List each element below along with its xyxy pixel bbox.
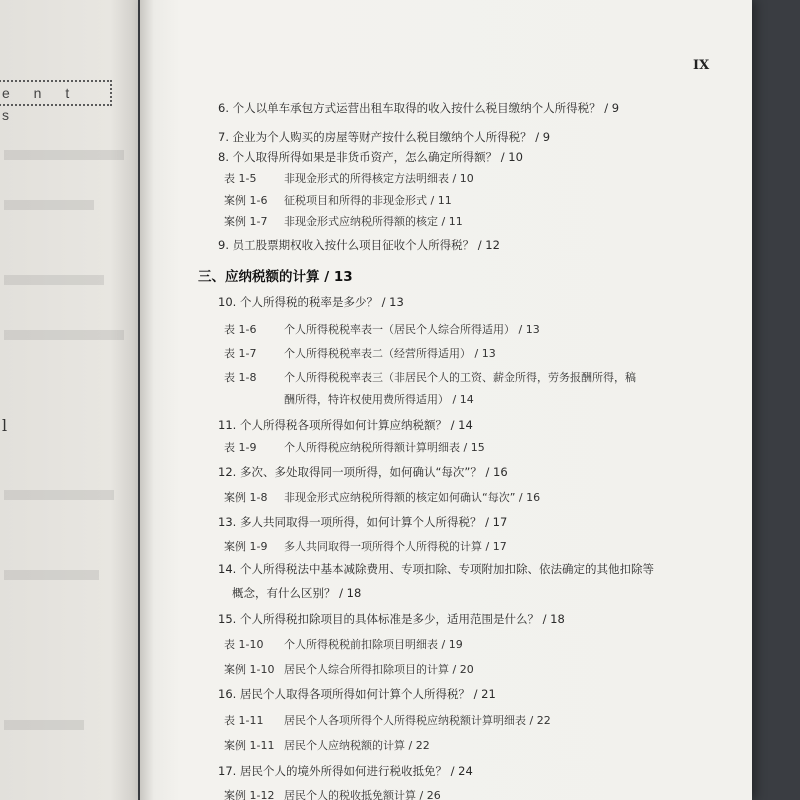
toc-question-entry (218, 514, 507, 530)
toc-question-entry (218, 686, 496, 702)
toc-entry-text: 征税项目和所得的非现金形式 / 11 (284, 194, 452, 207)
toc-entry-text: 非现金形式应纳税所得额的核定如何确认“每次” / 16 (284, 491, 541, 504)
toc-sub-entry (224, 321, 540, 337)
toc-entry-text: 8. 个人取得所得如果是非货币资产，怎么确定所得额？ / 10 (218, 150, 523, 164)
toc-entry-text: 15. 个人所得税扣除项目的具体标准是多少，适用范围是什么？ / 18 (218, 612, 565, 626)
toc-entry-text: 居民个人应纳税额的计算 / 22 (284, 739, 430, 752)
toc-entry-tag: 案例 1-11 (224, 739, 275, 752)
toc-sub-entry (224, 170, 474, 186)
toc-sub-entry (224, 787, 441, 800)
toc-sub-entry (224, 192, 452, 208)
toc-entry-tag: 表 1-7 (224, 347, 257, 360)
toc-sub-entry (224, 213, 463, 229)
toc-entry-text: 三、应纳税额的计算 / 13 (198, 269, 353, 285)
toc-entry-text: 11. 个人所得税各项所得如何计算应纳税额？ / 14 (218, 418, 473, 432)
toc-question-entry (218, 763, 473, 779)
toc-page (140, 0, 752, 800)
show-through-text (4, 200, 94, 210)
toc-list (140, 0, 752, 800)
toc-entry-text: 16. 居民个人取得各项所得如何计算个人所得税？ / 21 (218, 687, 496, 701)
toc-entry-text: 多人共同取得一项所得个人所得税的计算 / 17 (284, 540, 507, 553)
toc-entry-tag: 案例 1-9 (224, 540, 268, 553)
show-through-text (4, 275, 104, 285)
toc-entry-text: 概念，有什么区别？ / 18 (232, 586, 362, 600)
toc-entry-tag: 案例 1-7 (224, 215, 268, 228)
toc-entry-text: 个人所得税税前扣除项目明细表 / 19 (284, 638, 463, 651)
toc-entry-tag: 表 1-11 (224, 714, 264, 727)
toc-sub-entry (284, 391, 474, 407)
toc-entry-text: 非现金形式应纳税所得额的核定 / 11 (284, 215, 463, 228)
toc-entry-text: 个人所得税应纳税所得额计算明细表 / 15 (284, 441, 485, 454)
left-page (0, 0, 138, 800)
toc-entry-tag: 案例 1-6 (224, 194, 268, 207)
toc-sub-entry (224, 712, 551, 728)
toc-question-entry (218, 464, 508, 480)
toc-section-heading (198, 265, 353, 285)
toc-question-entry (218, 417, 473, 433)
toc-entry-tag: 案例 1-8 (224, 491, 268, 504)
toc-entry-text: 9. 员工股票期权收入按什么项目征收个人所得税？ / 12 (218, 238, 500, 252)
toc-sub-entry (224, 345, 496, 361)
toc-entry-text: 13. 多人共同取得一项所得，如何计算个人所得税？ / 17 (218, 515, 508, 529)
toc-question-entry (218, 149, 523, 165)
toc-sub-entry (224, 439, 485, 455)
show-through-text (4, 150, 124, 160)
page-number: IX (693, 58, 710, 73)
left-page-char: l (2, 416, 8, 435)
toc-entry-text: 个人所得税税率表三（非居民个人的工资、薪金所得，劳务报酬所得，稿 (284, 371, 636, 384)
toc-sub-entry (224, 489, 540, 505)
toc-entry-tag: 表 1-5 (224, 172, 257, 185)
toc-question-entry (218, 237, 500, 253)
contents-label-fragment: e n t s (0, 80, 112, 106)
toc-question-entry (232, 585, 361, 601)
toc-entry-tag: 表 1-8 (224, 371, 257, 384)
toc-sub-entry (224, 661, 474, 677)
toc-entry-tag: 案例 1-10 (224, 663, 275, 676)
toc-entry-text: 14. 个人所得税法中基本减除费用、专项扣除、专项附加扣除、依法确定的其他扣除等 (218, 562, 654, 576)
toc-sub-entry (224, 538, 507, 554)
toc-entry-tag: 表 1-6 (224, 323, 257, 336)
toc-entry-text: 6. 个人以单车承包方式运营出租车取得的收入按什么税目缴纳个人所得税？ / 9 (218, 101, 620, 115)
toc-sub-entry (224, 636, 463, 652)
toc-entry-text: 17. 居民个人的境外所得如何进行税收抵免？ / 24 (218, 764, 473, 778)
toc-entry-text: 12. 多次、多处取得同一项所得，如何确认“每次”？ / 16 (218, 465, 508, 479)
toc-entry-tag: 表 1-10 (224, 638, 264, 651)
toc-entry-text: 非现金形式的所得核定方法明细表 / 10 (284, 172, 474, 185)
toc-entry-text: 7. 企业为个人购买的房屋等财产按什么税目缴纳个人所得税？ / 9 (218, 130, 551, 144)
toc-question-entry (218, 129, 550, 145)
toc-entry-text: 居民个人综合所得扣除项目的计算 / 20 (284, 663, 474, 676)
toc-entry-text: 个人所得税税率表一（居民个人综合所得适用） / 13 (284, 323, 540, 336)
toc-sub-entry (224, 737, 430, 753)
toc-sub-entry (224, 369, 636, 385)
toc-entry-tag: 案例 1-12 (224, 789, 275, 800)
show-through-text (4, 330, 124, 340)
show-through-text (4, 720, 84, 730)
toc-entry-tag: 表 1-9 (224, 441, 257, 454)
toc-entry-text: 酬所得，特许权使用费所得适用） / 14 (284, 393, 474, 406)
toc-question-entry (218, 561, 654, 577)
toc-entry-text: 10. 个人所得税的税率是多少？ / 13 (218, 295, 404, 309)
show-through-text (4, 570, 99, 580)
toc-question-entry (218, 611, 565, 627)
toc-entry-text: 居民个人的税收抵免额计算 / 26 (284, 789, 441, 800)
toc-question-entry (218, 294, 404, 310)
toc-entry-text: 个人所得税税率表二（经营所得适用） / 13 (284, 347, 496, 360)
toc-entry-text: 居民个人各项所得个人所得税应纳税额计算明细表 / 22 (284, 714, 551, 727)
toc-question-entry (218, 100, 619, 116)
show-through-text (4, 490, 114, 500)
